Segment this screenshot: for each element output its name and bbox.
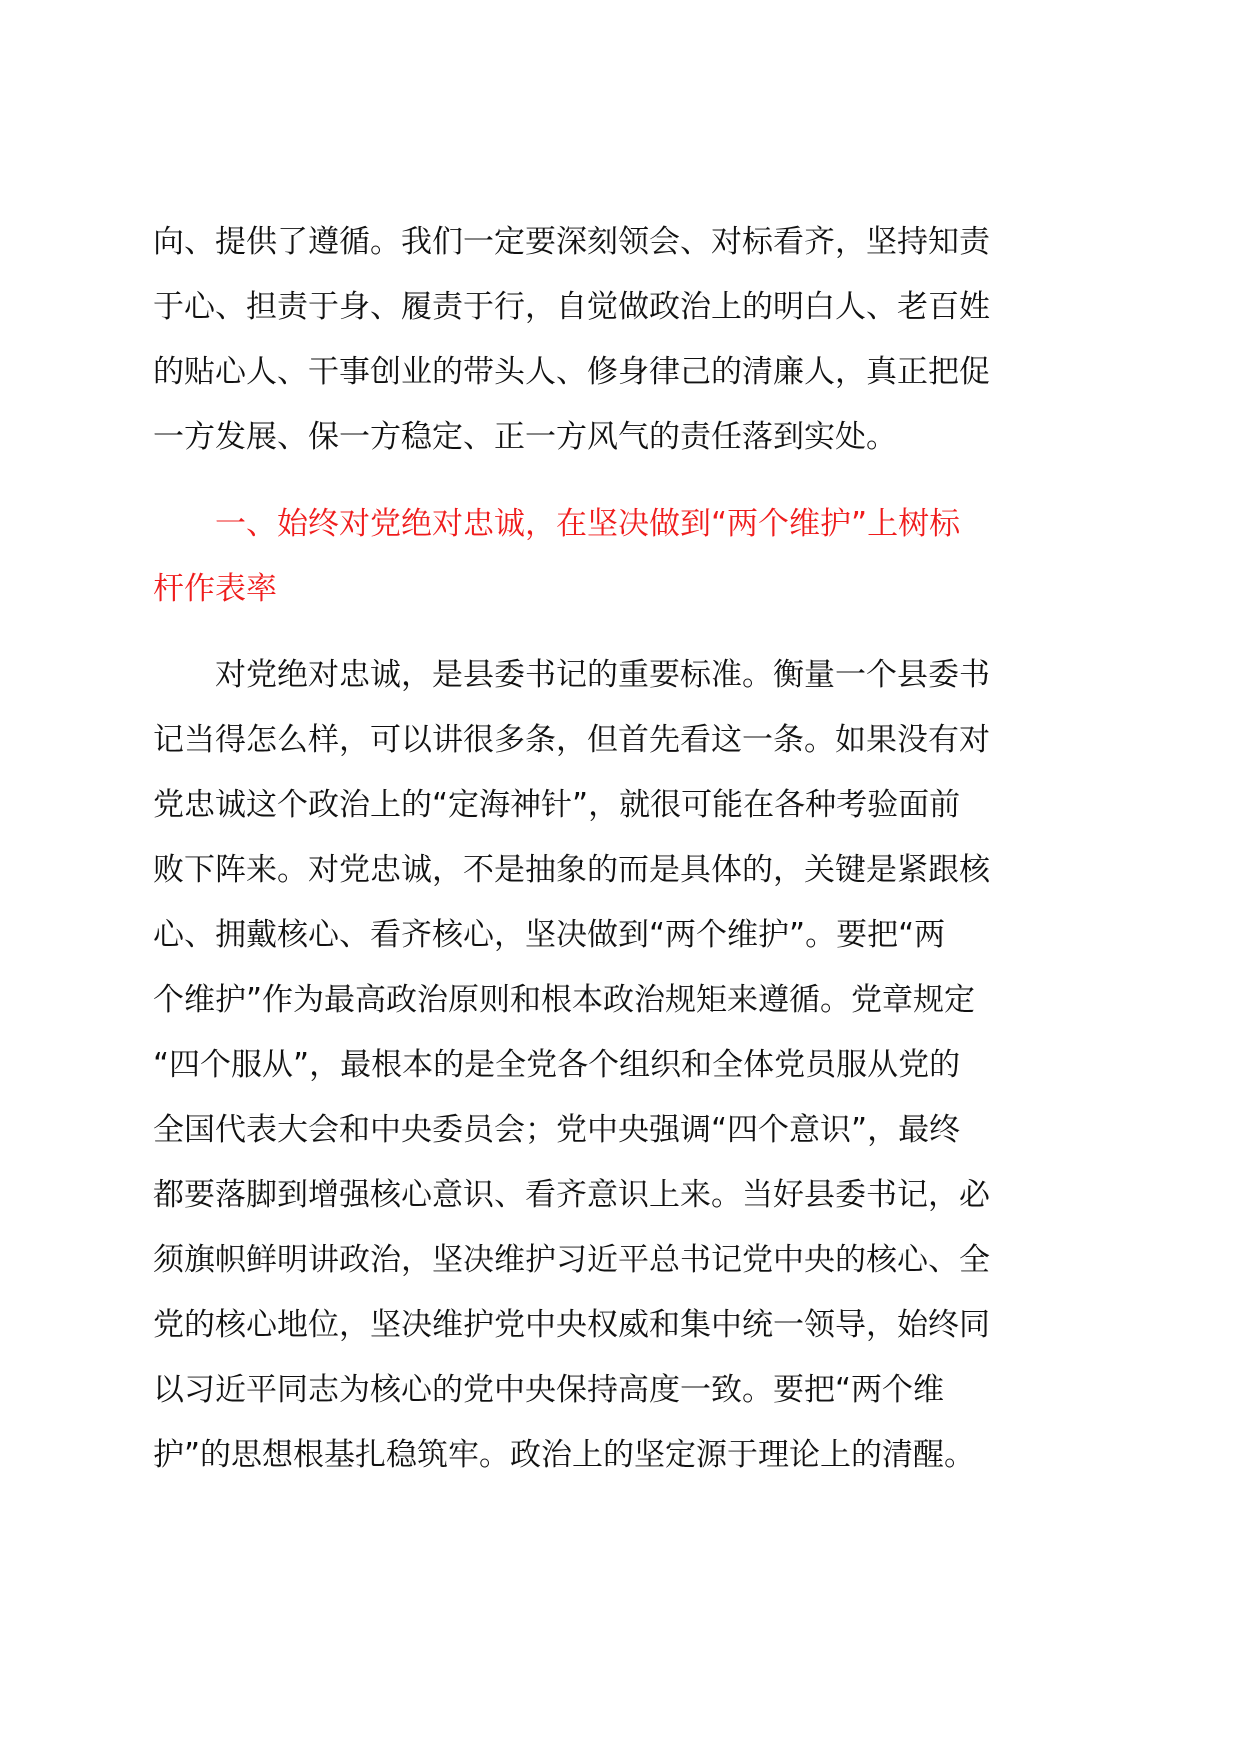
body-line: 个维护”作为最高政治原则和根本政治规矩来遵循。党章规定 [153,982,976,1018]
body-paragraph [153,643,1089,1488]
intro-line: 一方发展、保一方稳定、正一方风气的责任落到实处。 [153,419,897,455]
intro-line: 向、提供了遵循。我们一定要深刻领会、对标看齐，坚持知责 [153,224,990,260]
body-line: 全国代表大会和中央委员会；党中央强调“四个意识”，最终 [153,1112,961,1148]
body-line: 记当得怎么样，可以讲很多条，但首先看这一条。如果没有对 [153,722,990,758]
body-line: “四个服从”，最根本的是全党各个组织和全体党员服从党的 [153,1047,961,1083]
body-line: 以习近平同志为核心的党中央保持高度一致。要把“两个维 [153,1372,945,1408]
body-line: 护”的思想根基扎稳筑牢。政治上的坚定源于理论上的清醒。 [153,1437,976,1473]
body-line: 心、拥戴核心、看齐核心，坚决做到“两个维护”。要把“两 [153,917,946,953]
body-line: 败下阵来。对党忠诚，不是抽象的而是具体的，关键是紧跟核 [153,852,990,888]
intro-paragraph [153,210,1089,470]
body-line: 党的核心地位，坚决维护党中央权威和集中统一领导，始终同 [153,1307,990,1343]
section-heading-line: 杆作表率 [153,571,277,607]
section-heading-line: 一、始终对党绝对忠诚，在坚决做到“两个维护”上树标 [215,506,961,542]
section-heading [153,492,1089,622]
body-line: 都要落脚到增强核心意识、看齐意识上来。当好县委书记，必 [153,1177,990,1213]
body-line: 党忠诚这个政治上的“定海神针”，就很可能在各种考验面前 [153,787,961,823]
intro-line: 的贴心人、干事创业的带头人、修身律己的清廉人，真正把促 [153,354,990,390]
body-line: 须旗帜鲜明讲政治，坚决维护习近平总书记党中央的核心、全 [153,1242,990,1278]
body-line: 对党绝对忠诚，是县委书记的重要标准。衡量一个县委书 [215,657,990,693]
intro-line: 于心、担责于身、履责于行，自觉做政治上的明白人、老百姓 [153,289,990,325]
